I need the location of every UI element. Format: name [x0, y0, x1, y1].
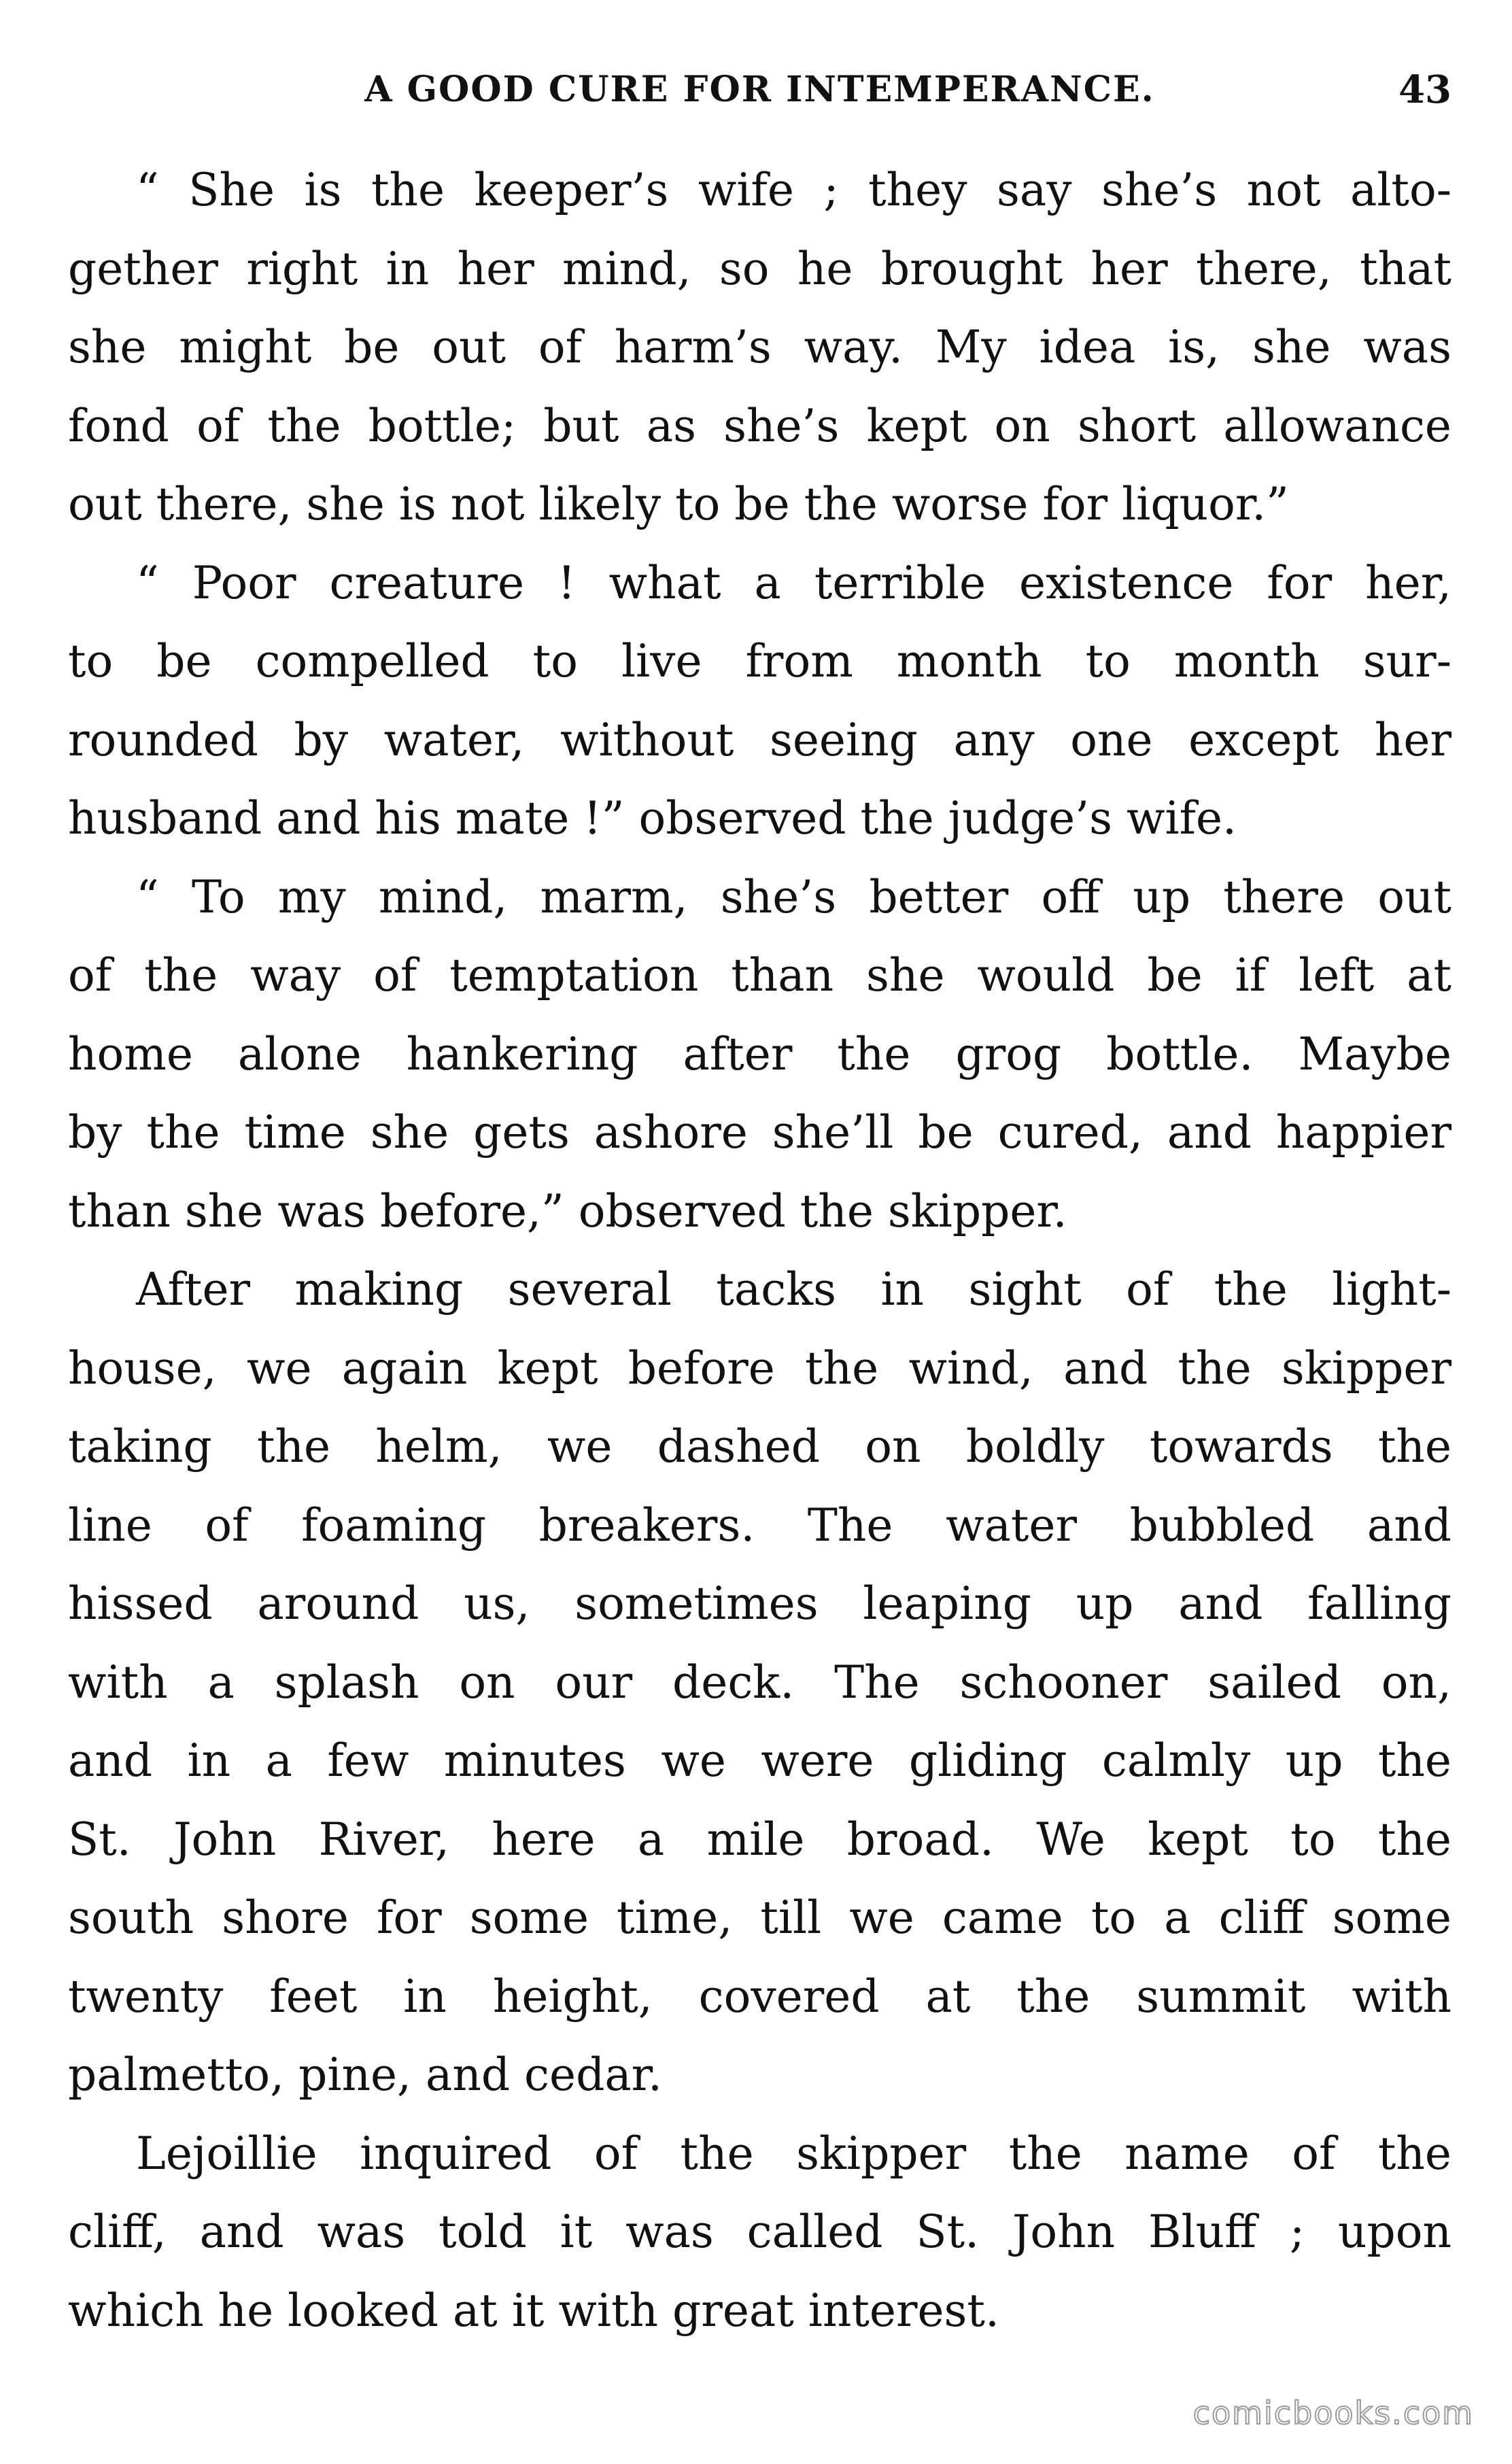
- text-line: taking the helm, we dashed on boldly towards the: [68, 1420, 1451, 1473]
- text-line: to be compelled to live from month to month sur-: [68, 635, 1451, 687]
- text-line: out there, she is not likely to be the worse for liquor.”: [68, 478, 1289, 530]
- text-line: twenty feet in height, covered at the summit with: [68, 1970, 1451, 2023]
- text-line: After making several tacks in sight of the light-: [136, 1263, 1451, 1316]
- text-line: fond of the bottle; but as she’s kept on short allowance: [68, 399, 1451, 452]
- watermark-logo: comicbooks.com: [1192, 2395, 1474, 2431]
- paragraph-2: [68, 544, 1451, 858]
- text-line: line of foaming breakers. The water bubbled and: [68, 1499, 1451, 1552]
- text-line: cliff, and was told it was called St. John Bluff ; upon: [68, 2206, 1451, 2258]
- text-line: of the way of temptation than she would be if left at: [68, 949, 1451, 1002]
- text-line: and in a few minutes we were gliding calmly up the: [68, 1734, 1451, 1787]
- page-number: 43: [1398, 67, 1451, 112]
- text-line: south shore for some time, till we came to a cliff some: [68, 1892, 1451, 1944]
- running-head: [68, 63, 1451, 117]
- text-line: St. John River, here a mile broad. We kept to the: [68, 1813, 1451, 1866]
- text-line: home alone hankering after the grog bottle. Maybe: [68, 1027, 1451, 1080]
- text-line: husband and his mate !” observed the judge’s wife.: [68, 792, 1237, 844]
- text-line: house, we again kept before the wind, and the skipper: [68, 1341, 1451, 1394]
- body-text: [68, 151, 1451, 2350]
- text-line: “ She is the keeper’s wife ; they say she’s not alto-: [136, 164, 1451, 216]
- paragraph-5: [68, 2115, 1451, 2350]
- text-line: palmetto, pine, and cedar.: [68, 2049, 662, 2101]
- text-line: Lejoillie inquired of the skipper the name of the: [136, 2127, 1451, 2180]
- text-line: rounded by water, without seeing any one except her: [68, 713, 1451, 766]
- paragraph-3: [68, 858, 1451, 1251]
- text-line: gether right in her mind, so he brought her there, that: [68, 242, 1451, 295]
- text-line: “ Poor creature ! what a terrible existence for her,: [136, 556, 1451, 609]
- text-line: than she was before,” observed the skipper.: [68, 1184, 1067, 1237]
- text-line: by the time she gets ashore she’ll be cured, and happier: [68, 1106, 1451, 1159]
- paragraph-4: [68, 1250, 1451, 2115]
- paragraph-1: [68, 151, 1451, 544]
- text-line: “ To my mind, marm, she’s better off up there out: [136, 870, 1451, 923]
- text-line: with a splash on our deck. The schooner sailed on,: [68, 1656, 1451, 1709]
- text-line: hissed around us, sometimes leaping up and falling: [68, 1577, 1451, 1630]
- text-line: which he looked at it with great interest.: [68, 2284, 999, 2337]
- text-line: she might be out of harm’s way. My idea is, she was: [68, 321, 1451, 373]
- running-title: A GOOD CURE FOR INTEMPERANCE.: [364, 69, 1155, 110]
